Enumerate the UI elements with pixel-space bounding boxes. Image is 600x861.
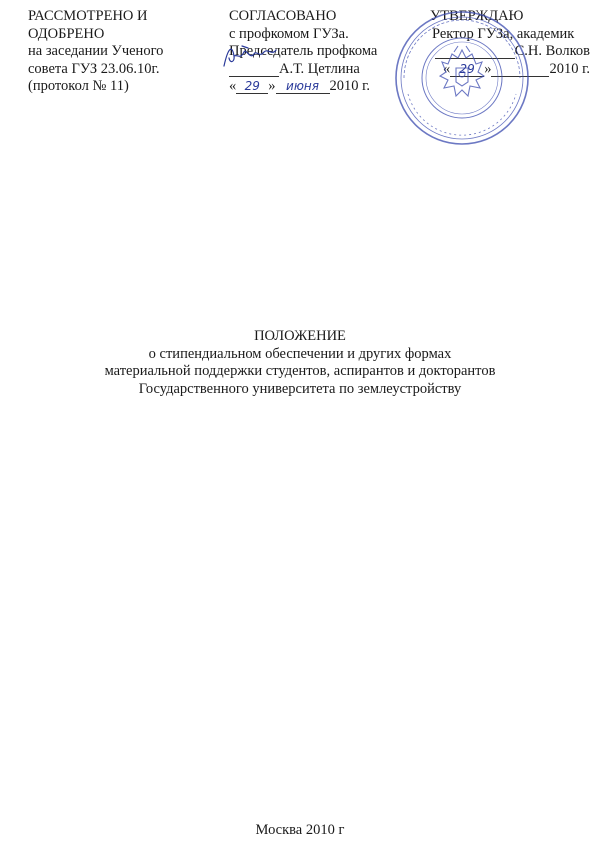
- rector-signature-blank: [435, 45, 515, 59]
- approved-date-day: 29: [450, 63, 484, 77]
- considered-line-5: (протокол № 11): [28, 78, 129, 95]
- approved-date-month-blank: [491, 63, 549, 77]
- signature-blank: [229, 63, 279, 77]
- agreed-signature-line: [229, 61, 377, 79]
- agreed-date-line: [229, 78, 377, 96]
- approval-block-agreed: [229, 8, 377, 96]
- agreed-date-year: 2010 г.: [329, 78, 371, 95]
- document-subtitle-line-2: материальной поддержки студентов, аспирантов и докторантов: [104, 363, 496, 380]
- approved-date-year: 2010 г.: [549, 60, 590, 77]
- agreed-signer: А.Т. Цетлина: [279, 60, 360, 77]
- document-title-block: [0, 328, 600, 398]
- considered-line-1: РАССМОТРЕНО И: [28, 8, 148, 24]
- document-subtitle-line-1: о стипендиальном обеспечении и других формах: [148, 345, 452, 362]
- approval-block-approved: [420, 8, 590, 78]
- approved-signer: С.Н. Волков: [514, 43, 590, 60]
- approved-date-line: [420, 61, 590, 79]
- date-quote-close: »: [268, 78, 276, 95]
- considered-line-2: ОДОБРЕНО: [28, 25, 105, 42]
- agreed-line-1: СОГЛАСОВАНО: [229, 8, 337, 24]
- document-title: ПОЛОЖЕНИЕ: [254, 328, 346, 344]
- considered-line-3: на заседании Ученого: [28, 43, 164, 60]
- date-quote-open: «: [442, 60, 451, 77]
- approved-line-1: УТВЕРЖДАЮ: [430, 8, 524, 24]
- place-and-year: Москва 2010 г: [255, 822, 345, 838]
- considered-line-4: совета ГУЗ 23.06.10г.: [28, 60, 160, 77]
- approved-line-2: Ректор ГУЗа, академик: [432, 25, 575, 42]
- agreed-date-month: июня: [276, 80, 330, 94]
- approval-block-considered: [28, 8, 163, 96]
- date-quote-open: «: [229, 78, 237, 95]
- document-subtitle-line-3: Государственного университета по землеустройству: [138, 380, 462, 397]
- approved-signature-line: [420, 43, 590, 61]
- agreed-date-day: 29: [236, 80, 268, 94]
- agreed-line-3: Председатель профкома: [229, 43, 378, 60]
- date-quote-close: »: [484, 60, 492, 77]
- agreed-line-2: с профкомом ГУЗа.: [229, 25, 349, 42]
